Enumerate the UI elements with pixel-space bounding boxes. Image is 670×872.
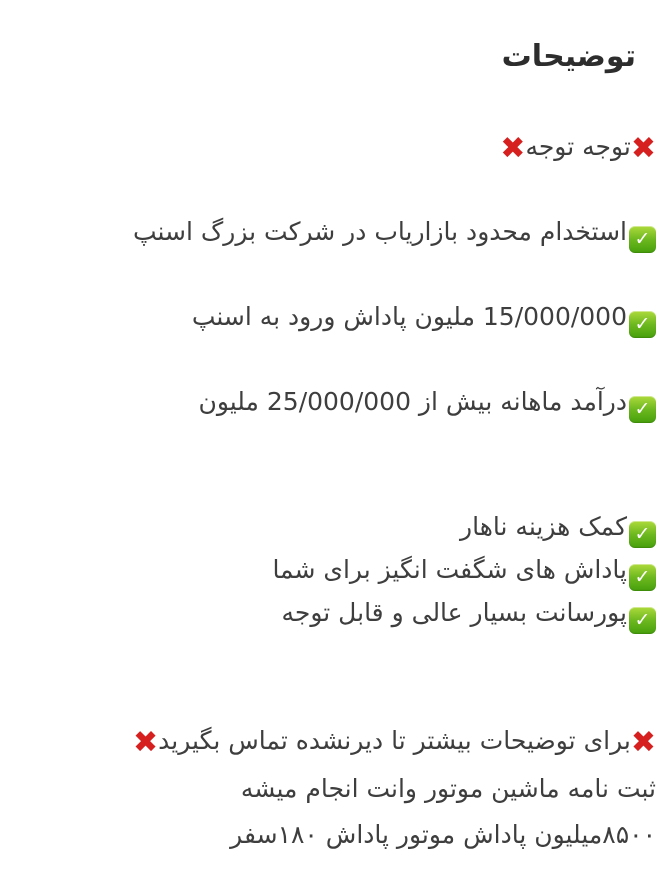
check-icon: ✓ [629, 521, 656, 548]
line-text: ثبت نامه ماشین موتور وانت انجام میشه [240, 774, 656, 803]
line-signup-bonus [0, 296, 670, 338]
line-text: برای توضیحات بیشتر تا دیرنشده تماس بگیرید [158, 726, 631, 755]
line-text: پورسانت بسیار عالی و قابل توجه [281, 598, 627, 627]
line-text: درآمد ماهانه بیش از 25/000/000 ملیون [198, 387, 627, 416]
page-title: توضیحات [501, 39, 636, 74]
line-commission [0, 592, 670, 634]
check-icon: ✓ [629, 607, 656, 634]
line-lunch-allowance [0, 506, 670, 548]
line-monthly-income [0, 381, 670, 423]
check-icon: ✓ [629, 396, 656, 423]
cross-icon: ✖ [630, 725, 656, 760]
line-text: 15/000/000 ملیون پاداش ورود به اسنپ [191, 302, 627, 331]
line-text: استخدام محدود بازاریاب در شرکت بزرگ اسنپ [132, 217, 627, 246]
cross-icon: ✖ [630, 131, 656, 166]
line-text: ۸۵۰۰میلیون پاداش موتور پاداش ۱۸۰سفر [230, 820, 656, 849]
line-text: کمک هزینه ناهار [460, 512, 627, 541]
line-text: توجه توجه [525, 132, 631, 161]
check-icon: ✓ [629, 226, 656, 253]
line-call-now [0, 720, 670, 762]
check-icon: ✓ [629, 564, 656, 591]
line-text: پاداش های شگفت انگیز برای شما [272, 555, 627, 584]
line-registration [0, 768, 670, 810]
cross-icon: ✖ [133, 725, 159, 760]
check-icon: ✓ [629, 311, 656, 338]
line-motor-bonus [0, 814, 670, 856]
line-amazing-rewards [0, 549, 670, 591]
line-attention [0, 126, 670, 168]
cross-icon: ✖ [500, 131, 526, 166]
line-hiring [0, 211, 670, 253]
